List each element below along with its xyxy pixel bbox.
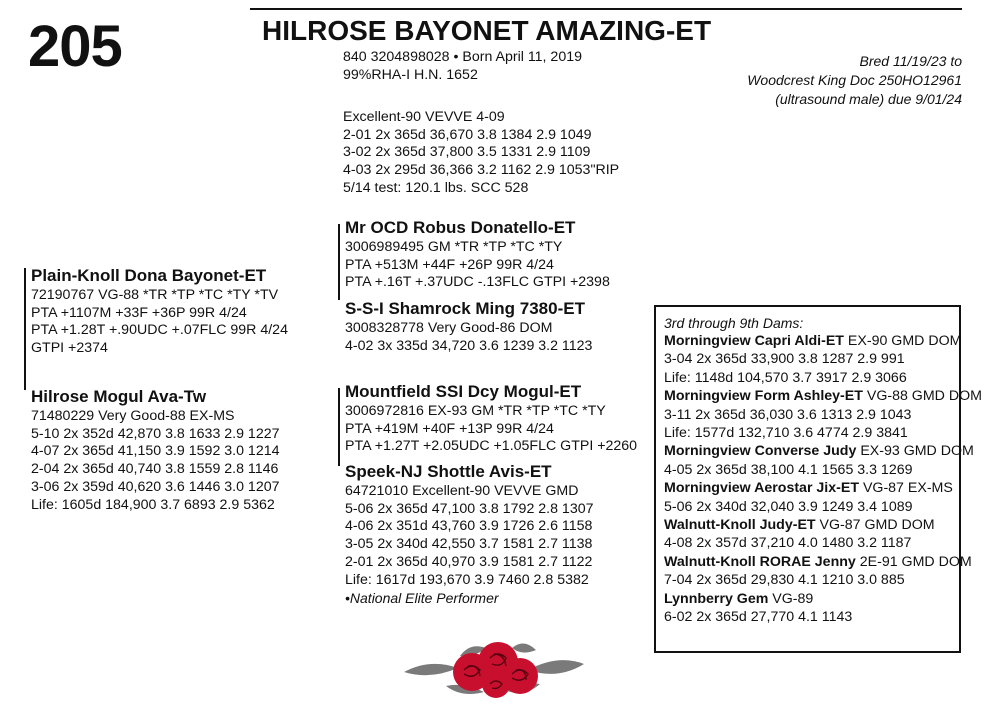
animal-record: 2-01 2x 365d 36,670 3.8 1384 2.9 1049: [343, 126, 592, 143]
ancestor-dam-record: 4-05 2x 365d 38,100 4.1 1565 3.3 1269: [664, 461, 913, 478]
sire-dam-line: 4-02 3x 335d 34,720 3.6 1239 3.2 1123: [345, 337, 593, 354]
ancestor-dam-record: 7-04 2x 365d 29,830 4.1 1210 3.0 885: [664, 572, 905, 589]
ancestor-dam-title: Morningview Converse Judy: [664, 443, 857, 460]
animal-record: 4-03 2x 295d 36,366 3.2 1162 2.9 1053"RIP: [343, 162, 620, 179]
ancestor-dam-title: Walnutt-Knoll Judy-ET: [664, 517, 816, 534]
ancestor-dam-record: 6-02 2x 365d 27,770 4.1 1143: [664, 609, 853, 626]
dam-sire-name: Mountfield SSI Dcy Mogul-ET: [345, 382, 582, 401]
sire-name: Plain-Knoll Dona Bayonet-ET: [31, 266, 267, 285]
dam-dam-block: [345, 461, 594, 607]
bred-line: (ultrasound male) due 9/01/24: [775, 91, 962, 107]
ancestor-dam-name: [664, 516, 982, 534]
ancestor-dam-record: 4-08 2x 357d 37,210 4.0 1480 3.2 1187: [664, 535, 912, 552]
bred-line: Bred 11/19/23 to: [859, 53, 962, 69]
sire-line: GTPI +2374: [31, 340, 108, 357]
ancestor-dam-class: EX-93 GMD DOM: [856, 443, 974, 460]
extended-dams-box: [654, 305, 982, 653]
ancestor-dam-class: 2E-91 GMD DOM: [855, 553, 972, 570]
dams-box-title: 3rd through 9th Dams:: [664, 315, 804, 331]
ancestor-dam-name: [664, 479, 982, 497]
animal-info: [343, 49, 582, 84]
animal-breed-hn: 99%RHA-I H.N. 1652: [343, 66, 478, 83]
ancestor-dam-class: EX-90 GMD DOM: [843, 333, 962, 349]
animal-record: Excellent-90 VEVVE 4-09: [343, 109, 505, 125]
ancestor-dam-record: Life: 1148d 104,570 3.7 3917 2.9 3066: [664, 369, 907, 386]
ancestor-dam-class: VG-87 EX-MS: [859, 480, 953, 497]
ancestor-dam-record: 3-04 2x 365d 33,900 3.8 1287 2.9 991: [664, 351, 905, 368]
ancestor-dam-name: [664, 442, 982, 460]
dam-line: 4-07 2x 365d 41,150 3.9 1592 3.0 1214: [31, 443, 280, 460]
ancestor-dam-record: 5-06 2x 340d 32,040 3.9 1249 3.4 1089: [664, 498, 913, 515]
dam-dam-line: 64721010 Excellent-90 VEVVE GMD: [345, 483, 579, 499]
ancestor-dam-title: Morningview Aerostar Jix-ET: [664, 480, 859, 497]
pedigree-bar-sire-side: [338, 224, 340, 300]
sire-sire-line: PTA +513M +44F +26P 99R 4/24: [345, 256, 554, 273]
dam-sire-line: PTA +419M +40F +13P 99R 4/24: [345, 420, 554, 437]
animal-record: 3-02 2x 365d 37,800 3.5 1331 2.9 1109: [343, 144, 591, 161]
sire-line: 72190767 VG-88 *TR *TP *TC *TY *TV: [31, 287, 279, 303]
dam-sire-line: 3006972816 EX-93 GM *TR *TP *TC *TY: [345, 403, 606, 419]
dam-line: 71480229 Very Good-88 EX-MS: [31, 408, 235, 424]
pedigree-bar-dam-side: [338, 388, 340, 466]
sire-sire-block: [345, 217, 610, 292]
ancestor-dam-name: [664, 590, 982, 608]
dam-dam-line: 2-01 2x 365d 40,970 3.9 1581 2.7 1122: [345, 553, 593, 570]
animal-reg-birth: 840 3204898028 • Born April 11, 2019: [343, 49, 582, 65]
animal-record: 5/14 test: 120.1 lbs. SCC 528: [343, 179, 529, 196]
dam-sire-block: [345, 381, 637, 456]
sire-sire-line: 3006989495 GM *TR *TP *TC *TY: [345, 239, 563, 255]
ancestor-dam-name: [664, 553, 982, 571]
dam-dam-line: Life: 1617d 193,670 3.9 7460 2.8 5382: [345, 571, 589, 588]
dam-line: Life: 1605d 184,900 3.7 6893 2.9 5362: [31, 496, 275, 513]
roses-icon: [400, 636, 586, 700]
sire-sire-name: Mr OCD Robus Donatello-ET: [345, 218, 576, 237]
sire-sire-line: PTA +.16T +.37UDC -.13FLC GTPI +2398: [345, 274, 610, 291]
sire-line: PTA +1.28T +.90UDC +.07FLC 99R 4/24: [31, 322, 288, 339]
ancestor-dam-class: VG-88 GMD DOM: [862, 388, 982, 405]
top-rule: [250, 8, 962, 10]
dam-sire-line: PTA +1.27T +2.05UDC +1.05FLC GTPI +2260: [345, 438, 638, 455]
dam-line: 3-06 2x 359d 40,620 3.6 1446 3.0 1207: [31, 478, 280, 495]
dam-line: 5-10 2x 352d 42,870 3.8 1633 2.9 1227: [31, 425, 280, 442]
pedigree-bar-left: [24, 268, 26, 390]
dam-name: Hilrose Mogul Ava-Tw: [31, 387, 207, 406]
ancestor-dam-title: Lynnberry Gem: [664, 590, 769, 607]
ancestor-dam-title: Walnutt-Knoll RORAE Jenny: [664, 553, 856, 570]
ancestor-dam-class: VG-87 GMD DOM: [815, 517, 935, 534]
animal-name: HILROSE BAYONET AMAZING-ET: [262, 15, 712, 46]
dam-block: [31, 386, 280, 514]
animal-records: [343, 109, 619, 198]
sire-block: [31, 265, 288, 358]
bred-line: Woodcrest King Doc 250HO12961: [747, 72, 962, 88]
lot-number: 205: [28, 14, 122, 79]
ancestor-dam-record: Life: 1577d 132,710 3.6 4774 2.9 3841: [664, 425, 908, 442]
sire-dam-block: [345, 298, 592, 355]
dam-dam-line: 4-06 2x 351d 43,760 3.9 1726 2.6 1158: [345, 518, 593, 535]
national-elite-footnote: •National Elite Performer: [345, 590, 499, 607]
ancestor-dam-name: [664, 387, 982, 405]
dam-line: 2-04 2x 365d 40,740 3.8 1559 2.8 1146: [31, 461, 279, 478]
sire-line: PTA +1107M +33F +36P 99R 4/24: [31, 304, 247, 321]
dam-dam-line: 3-05 2x 340d 42,550 3.7 1581 2.7 1138: [345, 536, 593, 553]
sire-dam-line: 3008328778 Very Good-86 DOM: [345, 320, 553, 336]
bred-info: [747, 52, 962, 109]
dam-dam-line: 5-06 2x 365d 47,100 3.8 1792 2.8 1307: [345, 500, 594, 517]
ancestor-dam-title: Morningview Form Ashley-ET: [664, 388, 863, 405]
ancestor-dam-name: [664, 332, 982, 350]
ancestor-dam-title: Morningview Capri Aldi-ET: [664, 333, 844, 349]
dam-dam-name: Speek-NJ Shottle Avis-ET: [345, 462, 552, 481]
sire-dam-name: S-S-I Shamrock Ming 7380-ET: [345, 299, 585, 318]
ancestor-dam-record: 3-11 2x 365d 36,030 3.6 1313 2.9 1043: [664, 406, 912, 423]
ancestor-dam-class: VG-89: [768, 590, 814, 607]
